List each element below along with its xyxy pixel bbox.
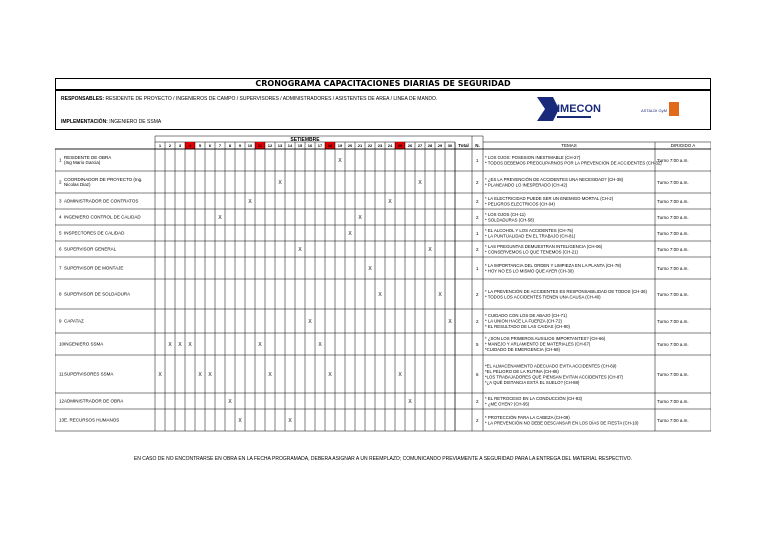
row-total: 1 [476, 230, 479, 236]
row-dirigido: Turno 7:00 a.m. [657, 157, 689, 163]
row-number: 12 [59, 398, 65, 404]
schedule-mark: X [448, 318, 452, 325]
row-number: 10 [59, 341, 65, 347]
row-topic: * CUIDADO CON LOS DE ABAJO (CH-71) [485, 313, 567, 318]
row-topic: * PELIGROS ELECTRICOS (CH-04) [485, 201, 555, 207]
schedule-mark: X [278, 179, 282, 186]
day-number: 3 [178, 143, 182, 149]
day-number: 30 [447, 143, 453, 149]
row-total: 6 [476, 371, 479, 377]
day-number: 22 [367, 143, 373, 149]
row-responsible: SUPERVISORES SSMA [64, 371, 114, 377]
row-total: 2 [476, 417, 479, 423]
implementacion-label: IMPLEMENTACIÓN: [61, 119, 108, 125]
logo-main-text: IMECON [557, 103, 601, 115]
row-total: 2 [476, 398, 479, 404]
n-header: N. [475, 143, 480, 149]
implementacion-text: INGENIERO DE SSMA [109, 119, 162, 125]
row-total: 2 [476, 179, 479, 185]
day-number: 26 [407, 143, 413, 149]
row-topic: * EL RETROCESO EN LA CONDUCCIÓN (CH-93) [485, 395, 583, 401]
schedule-mark: X [198, 371, 202, 378]
schedule-mark: X [408, 398, 412, 405]
row-dirigido: Turno 7:00 a.m. [657, 371, 689, 377]
row-topic: *EL ALMACENAMIENTO ADECUADO EVITA ACCIDENTES (CH-69) [485, 363, 617, 369]
row-dirigido: Turno 7:00 a.m. [657, 341, 689, 347]
row-topic: * LOS OJOS: POSESION INESTIMABLE (CH-27) [485, 154, 581, 160]
day-number: 24 [387, 143, 393, 149]
row-total: 2 [476, 318, 479, 324]
row-total: 5 [476, 341, 479, 347]
schedule-mark: X [268, 371, 272, 378]
row-topic: *CUIDADO DE EMERGENCIA (CH-68) [485, 347, 560, 352]
schedule-sheet [55, 78, 711, 463]
day-number: 9 [238, 143, 242, 149]
row-topic: * TODOS LOS ACCIDENTES TIENEN UNA CAUSA (CH-40) [485, 294, 601, 300]
row-topic: * LA UNION HACE LA FUERZA (CH-72) [485, 318, 562, 324]
day-number: 11 [257, 143, 263, 149]
row-dirigido: Turno 7:00 a.m. [657, 265, 689, 271]
row-dirigido: Turno 7:00 a.m. [657, 291, 689, 297]
row-responsible: COORDINADOR DE PROYECTO (Ing. [64, 177, 143, 182]
row-dirigido: Turno 7:00 a.m. [657, 179, 689, 185]
day-number: 28 [427, 143, 433, 149]
row-dirigido: Turno 7:00 a.m. [657, 318, 689, 324]
schedule-mark: X [428, 246, 432, 253]
schedule-mark: X [398, 371, 402, 378]
row-topic: * PLANEANDO LO INESPERADO (CH-42) [485, 182, 568, 188]
responsables-text: RESIDENTE DE PROYECTO / INGENIEROS DE CAMPO / SUPERVISORES / ADMINISTRADORES / ASISTENTES DE AREA / LINEA DE MANDO. [105, 96, 438, 102]
row-topic: * ¿ME OYEN? (CH-95) [485, 401, 530, 407]
row-total: 2 [476, 291, 479, 297]
day-number: 2 [168, 143, 172, 149]
schedule-mark: X [298, 246, 302, 253]
row-number: 5 [59, 230, 62, 236]
row-total: 2 [476, 214, 479, 220]
row-topic: * CONSERVEMOS LO QUE TENEMOS (CH-21) [485, 249, 578, 255]
temas-header: TEMAS [561, 143, 577, 149]
schedule-grid [55, 78, 711, 463]
schedule-mark: X [178, 341, 182, 348]
day-number: 27 [417, 143, 423, 149]
schedule-mark: X [368, 265, 372, 272]
schedule-mark: X [248, 198, 252, 205]
schedule-mark: X [388, 198, 392, 205]
row-topic: * PROTECCIÓN PARA LA CABEZA (CH-09) [485, 414, 570, 420]
day-number: 1 [158, 143, 162, 149]
schedule-mark: X [208, 371, 212, 378]
row-dirigido: Turno 7:00 a.m. [657, 198, 689, 204]
row-topic: * LA PREVENCIÓN NO DEBE DESCANSAR EN LOS DÍAS DE FIESTA (CH-10) [485, 420, 639, 426]
schedule-mark: X [288, 417, 292, 424]
day-number: 25 [397, 143, 403, 149]
schedule-mark: X [438, 291, 442, 298]
day-number: 4 [188, 143, 192, 149]
row-topic: * LA IMPORTANCIA DEL ORDEN Y LIMPIEZA EN LA PLANTA (CH-78) [485, 262, 622, 268]
row-topic: * LA PUNTUALIDAD EN EL TRABAJO (CH-81) [485, 233, 576, 239]
row-dirigido: Turno 7:00 a.m. [657, 417, 689, 423]
schedule-mark: X [338, 157, 342, 164]
row-number: 11 [59, 371, 64, 377]
row-number: 9 [59, 318, 62, 324]
day-number: 29 [437, 143, 443, 149]
day-number: 14 [287, 143, 293, 149]
day-number: 23 [377, 143, 383, 149]
row-topic: *LOS TRABAJADORES QUE PIENSAN EVITAN ACCIDENTES (CH-87) [485, 374, 624, 380]
schedule-mark: X [188, 341, 192, 348]
day-number: 21 [357, 143, 363, 149]
row-topic: *EL PELIGRO DE LA RUTINA (CH-86) [485, 368, 559, 374]
row-total: 1 [476, 265, 479, 271]
row-total: 2 [476, 246, 479, 252]
schedule-mark: X [228, 398, 232, 405]
day-number: 6 [208, 143, 212, 149]
row-topic: * ¿ES LA PREVENCIÓN DE ACCIDENTES UNA NECESIDAD? (CH-38) [485, 176, 624, 182]
row-number: 8 [59, 291, 62, 297]
row-responsible: RESIDENTE DE OBRA [64, 155, 112, 160]
schedule-mark: X [328, 371, 332, 378]
schedule-mark: X [358, 214, 362, 221]
day-number: 17 [317, 143, 323, 149]
month-label: SETIEMBRE [290, 137, 320, 143]
row-topic: * LOS OJOS (CH-11) [485, 211, 526, 217]
row-number: 13 [59, 417, 65, 423]
schedule-mark: X [238, 417, 242, 424]
row-topic: * LAS PREGUNTAS DEMUESTRAN INTELIGENCIA (CH-06) [485, 243, 603, 249]
row-topic: * LA PREVENCIÓN DE ACCIDENTES ES RESPONSABILIDAD DE TODOS (CH-36) [485, 288, 647, 294]
row-dirigido: Turno 7:00 a.m. [657, 246, 689, 252]
row-topic: * LA ELECTRICIDAD PUEDE SER UN ENEMIGO MORTAL (CH-2) [485, 195, 614, 201]
footer-note: EN CASO DE NO ENCONTRARSE EN OBRA EN LA FECHA PROGRAMADA, DEBERA ASIGNAR A UN REEMPLAZO; COMUNICANDO PREVIAMENTE A SEGURIDAD PARA LA ENTREGA DEL MATERIAL RESPECTIVO. [133, 456, 633, 462]
dirigido-header: DIRIGIDO A [670, 143, 696, 149]
row-topic: * SOLDADURAS (CH-58) [485, 217, 534, 223]
row-dirigido: Turno 7:00 a.m. [657, 230, 689, 236]
row-total: 2 [476, 198, 479, 204]
schedule-mark: X [258, 341, 262, 348]
schedule-mark: X [318, 341, 322, 348]
row-responsible: ADMINISTRADOR DE CONTRATOS [64, 198, 139, 204]
schedule-mark: X [378, 291, 382, 298]
day-number: 13 [277, 143, 283, 149]
row-number: 7 [59, 265, 62, 271]
day-number: 16 [307, 143, 313, 149]
schedule-mark: X [168, 341, 172, 348]
day-number: 20 [347, 143, 353, 149]
row-dirigido: Turno 7:00 a.m. [657, 214, 689, 220]
row-responsible: E. RECURSOS HUMANOS [64, 417, 120, 423]
row-topic: * EL ALCOHOL Y LOS ACCIDENTES (CH-75) [485, 227, 574, 233]
schedule-mark: X [418, 179, 422, 186]
row-dirigido: Turno 7:00 a.m. [657, 398, 689, 404]
day-number: 10 [247, 143, 253, 149]
row-responsible: INGENIERO CONTROL DE CALIDAD [64, 214, 141, 220]
day-number: 8 [228, 143, 232, 149]
day-number: 12 [267, 143, 273, 149]
day-number: 18 [327, 143, 333, 149]
row-topic: *¿A QUÉ DISTANCIA ESTÁ EL SUELO? (CH-88) [485, 379, 580, 385]
day-number: 19 [337, 143, 343, 149]
row-total: 1 [476, 157, 479, 163]
row-responsible: ADMINISTRADOR DE OBRA [64, 398, 124, 404]
row-topic: * HOY NO ES LO MISMO QUE AYER (CH-30) [485, 268, 574, 274]
row-number: 2 [59, 179, 62, 185]
day-number: 5 [198, 143, 202, 149]
row-responsible: INSPECTORES DE CALIDAD [64, 230, 125, 236]
page-title: CRONOGRAMA CAPACITACIONES DIARIAS DE SEGURIDAD [55, 78, 711, 90]
logo-sub-text: ASTALDI GyM [641, 108, 667, 113]
row-number: 1 [59, 157, 62, 163]
row-number: 3 [59, 198, 62, 204]
total-header: Total [458, 143, 469, 149]
schedule-mark: X [218, 214, 222, 221]
row-topic: * ¿SON LOS PRIMEROS AUXILIOS IMPORTANTES? (CH-66) [485, 336, 606, 341]
row-responsible: SUPERVISOR DE SOLDADURA [64, 291, 131, 297]
row-number: 4 [59, 214, 62, 220]
responsables-label: RESPONSABLES: [61, 96, 105, 102]
schedule-mark: X [348, 230, 352, 237]
row-topic: * MANEJO Y ARLAMIENTO DE MATERIALES (CH-67) [485, 341, 591, 347]
day-number: 15 [297, 143, 303, 149]
row-responsible: SUPERVISOR DE MONTAJE [64, 265, 124, 271]
row-responsible: CAPATAZ [64, 318, 84, 324]
row-topic: * TODOS DEBEMOS PREOCUPARNOS POR LA PREVENCION DE ACCIDENTES (CH-32) [485, 160, 662, 166]
row-responsible: INGENIERO SSMA [64, 341, 104, 347]
schedule-mark: X [308, 318, 312, 325]
day-number: 7 [218, 143, 222, 149]
row-responsible: Nicolas Diaz) [64, 182, 91, 187]
row-responsible: (Ing Mario Garcia) [64, 160, 101, 165]
row-responsible: SUPERVISOR GENERAL [64, 246, 117, 252]
row-number: 6 [59, 246, 62, 252]
row-topic: * EL RESULTADO DE LAS CAIDAS (CH-90) [485, 324, 570, 329]
schedule-mark: X [158, 371, 162, 378]
